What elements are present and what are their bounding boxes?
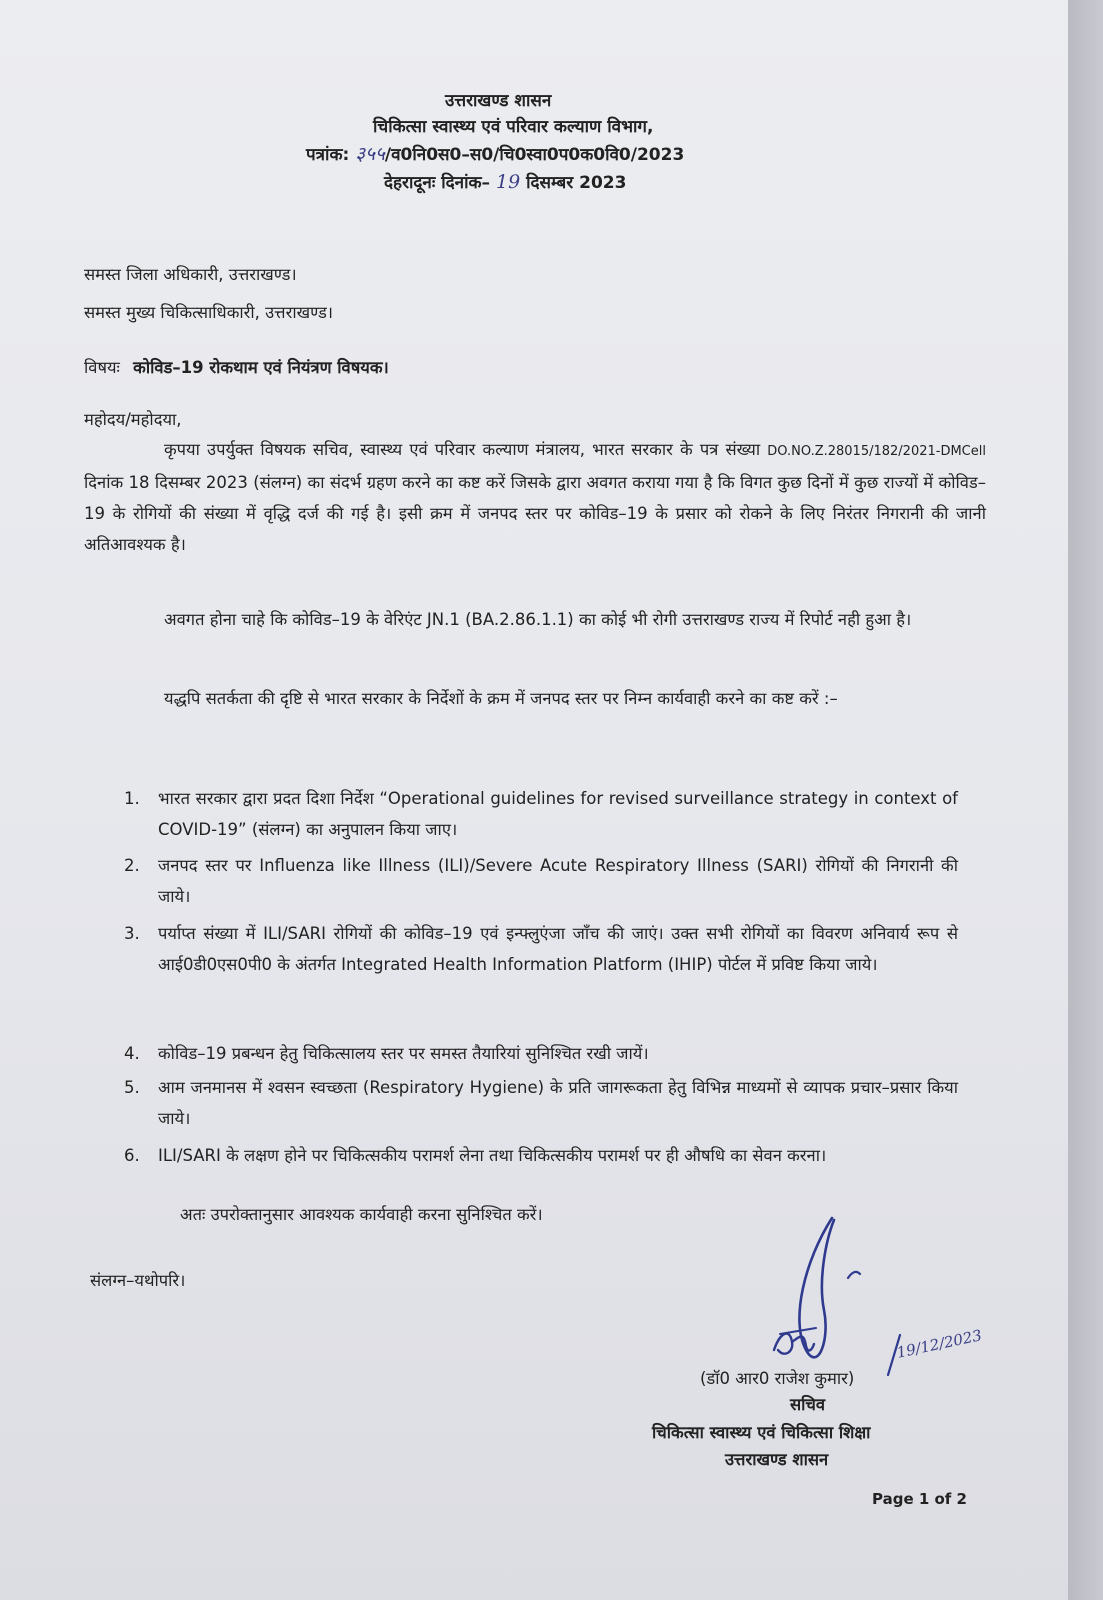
signatory-designation: सचिव	[790, 1395, 826, 1414]
list-item-number: 2.	[124, 856, 140, 875]
list-item-text: कोविड–19 प्रबन्धन हेतु चिकित्सालय स्तर पर समस्त तैयारियां सुनिश्चित रखी जायें।	[158, 1044, 649, 1063]
paragraph-3-text: यद्धपि सतर्कता की दृष्टि से भारत सरकार के निर्देशों के क्रम में जनपद स्तर पर निम्न कार्यवाही करने का कष्ट करें :–	[164, 689, 838, 708]
list-item-number: 4.	[124, 1044, 140, 1063]
ref-label: पत्रांक:	[306, 145, 350, 165]
reference-number-line	[306, 140, 684, 166]
page-edge-shadow	[1068, 0, 1103, 1600]
signatory-name: (डॉ0 आर0 राजेश कुमार)	[700, 1369, 855, 1388]
subject-label: विषयः	[84, 358, 120, 377]
list-item-number: 3.	[124, 924, 140, 943]
list-item-text: ILI/SARI के लक्षण होने पर चिकित्सकीय परामर्श लेना तथा चिकित्सकीय परामर्श पर ही औषधि का सेवन करना।	[158, 1146, 827, 1165]
subject-text: कोविड–19 रोकथाम एवं नियंत्रण विषयक।	[133, 358, 389, 377]
date-suffix: दिसम्बर 2023	[526, 173, 627, 193]
signature-handwritten-date: 19/12/2023	[895, 1326, 984, 1362]
page-number: Page 1 of 2	[872, 1490, 967, 1508]
date-handwritten-day: 19	[495, 171, 521, 193]
paragraph-2	[84, 604, 986, 635]
list-item-text: जनपद स्तर पर Influenza like Illness (ILI)/Severe Acute Respiratory Illness (SARI) रोगियों की निगरानी की जाये।	[158, 856, 958, 906]
date-prefix: देहरादूनः दिनांक–	[384, 173, 491, 193]
recipient-2: समस्त मुख्य चिकित्साधिकारी, उत्तराखण्ड।	[84, 303, 334, 322]
list-item-text: भारत सरकार द्वारा प्रदत दिशा निर्देश “Operational guidelines for revised surveillance strategy in context of COVID-19” (संलग्न) का अनुपालन किया जाए।	[158, 789, 958, 839]
recipient-1: समस्त जिला अधिकारी, उत्तराखण्ड।	[84, 265, 297, 284]
list-item-number: 5.	[124, 1078, 140, 1097]
paragraph-1-b: दिनांक 18 दिसम्बर 2023 (संलग्न) का संदर्भ ग्रहण करने का कष्ट करें जिसके द्वारा अवगत कराया गया है कि विगत कुछ दिनों में कुछ राज्यों में कोविड–19 के रोगियों की संख्या में वृद्धि दर्ज की गई है। इसी क्रम में जनपद स्तर पर कोविड–19 के प्रसार को रोकने के लिए निरंतर निगरानी की जानी अतिआवश्यक है।	[84, 473, 986, 554]
list-item-text: पर्याप्त संख्या में ILI/SARI रोगियों की कोविड–19 एवं इन्फ्लुएंजा जाँच की जाएं। उक्त सभी रोगियों का विवरण अनिवार्य रूप से आई0डी0एस0पी0 के अंतर्गत Integrated Health Information Platform (IHIP) पोर्टल में प्रविष्ट किया जाये।	[158, 924, 958, 974]
signatory-department: चिकित्सा स्वास्थ्य एवं चिकित्सा शिक्षा	[652, 1423, 871, 1442]
subject-line	[84, 355, 389, 378]
signatory-government: उत्तराखण्ड शासन	[725, 1450, 829, 1469]
list-item-number: 6.	[124, 1146, 140, 1165]
paragraph-2-text: अवगत होना चाहे कि कोविड–19 के वेरिएंट JN.1 (BA.2.86.1.1) का कोई भी रोगी उत्तराखण्ड राज्य में रिपोर्ट नही हुआ है।	[164, 610, 912, 629]
paragraph-3	[84, 683, 986, 714]
salutation: महोदय/महोदया,	[84, 410, 182, 429]
ref-suffix: /व0नि0स0–स0/चि0स्वा0प0क0वि0/2023	[384, 145, 685, 165]
date-line	[384, 170, 626, 193]
paragraph-1-ref: DO.NO.Z.28015/182/2021-DMCell	[767, 444, 986, 459]
header-line1: उत्तराखण्ड शासन	[445, 91, 552, 111]
list-item-number: 1.	[124, 789, 140, 808]
header-department: चिकित्सा स्वास्थ्य एवं परिवार कल्याण विभाग,	[373, 117, 654, 137]
ref-handwritten-number: ३५५	[355, 143, 385, 165]
closing-line: अतः उपरोक्तानुसार आवश्यक कार्यवाही करना सुनिश्चित करें।	[180, 1205, 543, 1224]
paragraph-1	[84, 434, 986, 560]
enclosure-note: संलग्न–यथोपरि।	[90, 1271, 186, 1290]
list-item-text: आम जनमानस में श्वसन स्वच्छता (Respiratory Hygiene) के प्रति जागरूकता हेतु विभिन्न माध्यमों से व्यापक प्रचार–प्रसार किया जाये।	[158, 1078, 958, 1128]
paragraph-1-a: कृपया उपर्युक्त विषयक सचिव, स्वास्थ्य एवं परिवार कल्याण मंत्रालय, भारत सरकार के पत्र संख्या	[164, 440, 761, 459]
